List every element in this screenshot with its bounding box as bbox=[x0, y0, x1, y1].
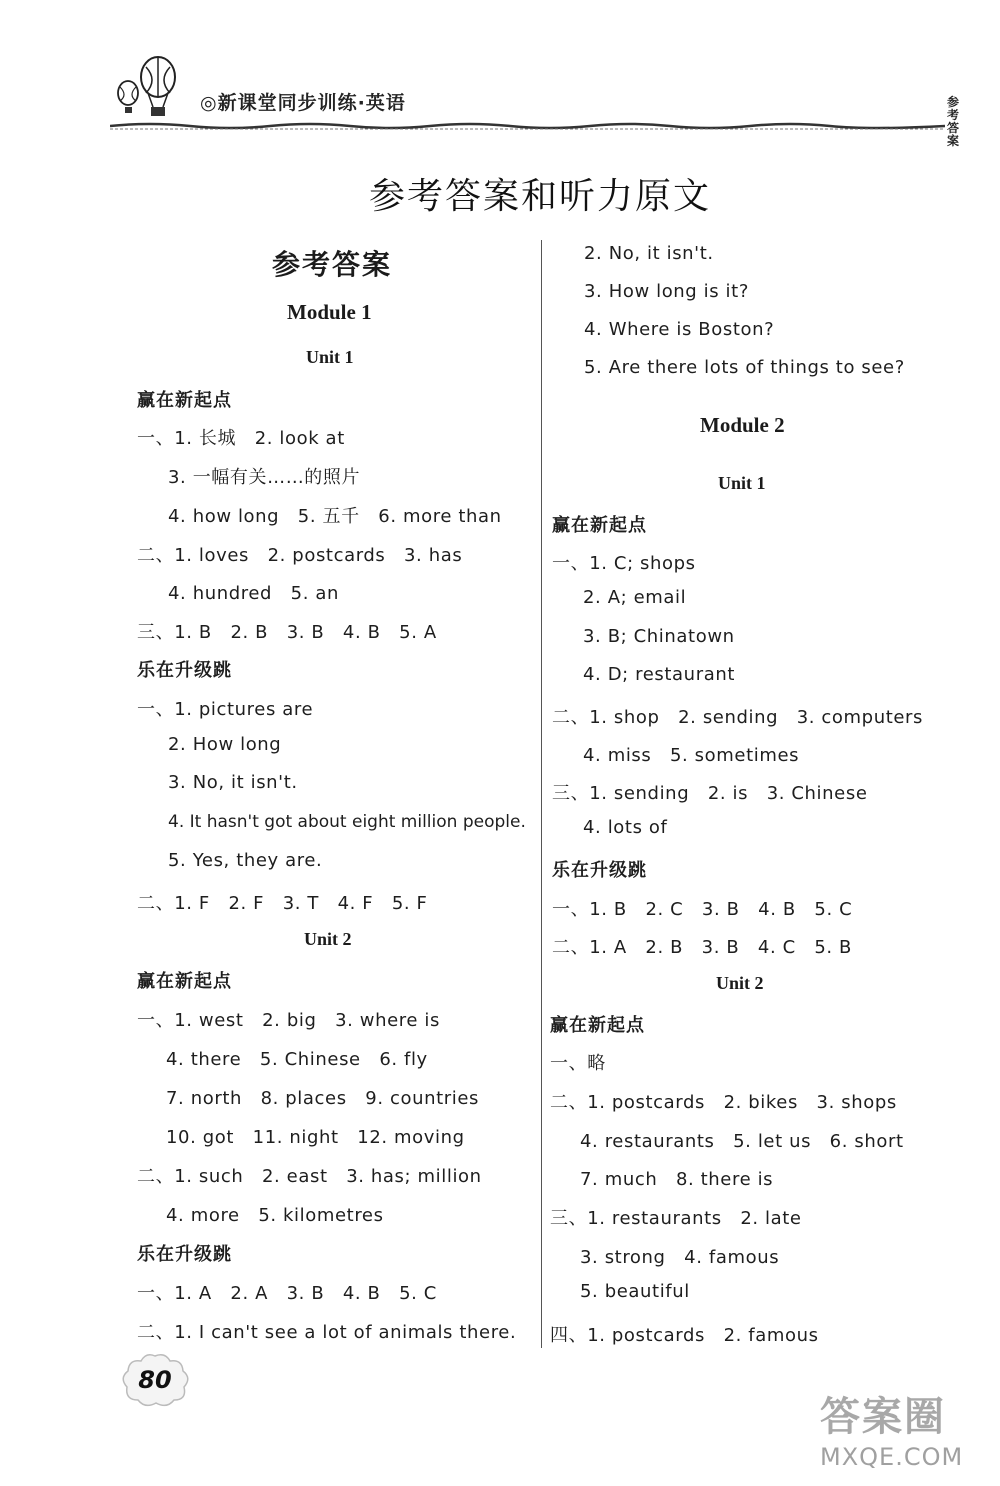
answer-line: 一、1. C; shops bbox=[552, 553, 696, 574]
answer-line: 一、1. A 2. A 3. B 4. B 5. C bbox=[137, 1283, 437, 1304]
answer-line: 2. No, it isn't. bbox=[584, 243, 714, 264]
answer-line: 4. restaurants 5. let us 6. short bbox=[580, 1131, 904, 1152]
answer-line: 3. No, it isn't. bbox=[168, 772, 298, 793]
page-header bbox=[0, 0, 1000, 150]
answer-line: 一、1. B 2. C 3. B 4. B 5. C bbox=[552, 899, 853, 920]
subsection-label: 乐在升级跳 bbox=[137, 1244, 232, 1265]
answer-line: 3. strong 4. famous bbox=[580, 1247, 780, 1268]
side-section-tab: 参考答案 bbox=[946, 95, 959, 148]
subsection-label: 赢在新起点 bbox=[550, 1015, 645, 1036]
answer-line: 一、1. west 2. big 3. where is bbox=[137, 1010, 440, 1031]
answer-line: 7. much 8. there is bbox=[580, 1169, 774, 1190]
answer-line: 4. more 5. kilometres bbox=[166, 1205, 384, 1226]
subsection-label: 乐在升级跳 bbox=[137, 660, 232, 681]
module-heading: Module 1 bbox=[287, 300, 372, 324]
answer-line: 4. there 5. Chinese 6. fly bbox=[166, 1049, 428, 1070]
page-number: 80 bbox=[138, 1366, 172, 1394]
answer-line: 二、1. loves 2. postcards 3. has bbox=[137, 545, 463, 566]
answer-line: 5. beautiful bbox=[580, 1281, 690, 1302]
watermark-logo: 答案圈 bbox=[820, 1394, 946, 1440]
answer-line: 5. Are there lots of things to see? bbox=[584, 357, 905, 378]
subsection-label: 赢在新起点 bbox=[137, 971, 232, 992]
answer-line: 4. how long 5. 五千 6. more than bbox=[168, 506, 502, 527]
answer-line: 4. Where is Boston? bbox=[584, 319, 775, 340]
column-divider bbox=[541, 240, 542, 1348]
unit-heading: Unit 1 bbox=[306, 347, 354, 367]
answer-line: 10. got 11. night 12. moving bbox=[166, 1127, 465, 1148]
answer-line: 7. north 8. places 9. countries bbox=[166, 1088, 480, 1109]
answer-line: 4. miss 5. sometimes bbox=[583, 745, 800, 766]
watermark-url: MXQE.COM bbox=[820, 1443, 964, 1471]
answer-line: 二、1. postcards 2. bikes 3. shops bbox=[550, 1092, 897, 1113]
page-title: 参考答案和听力原文 bbox=[368, 176, 711, 217]
module-heading: Module 2 bbox=[700, 413, 785, 437]
answer-line: 2. A; email bbox=[583, 587, 687, 608]
answer-line: 二、1. A 2. B 3. B 4. C 5. B bbox=[552, 937, 853, 958]
unit-heading: Unit 2 bbox=[716, 973, 764, 993]
answer-line: 三、1. B 2. B 3. B 4. B 5. A bbox=[137, 622, 437, 643]
answer-line: 三、1. restaurants 2. late bbox=[550, 1208, 802, 1229]
answer-line: 5. Yes, they are. bbox=[168, 850, 323, 871]
answer-line: 4. hundred 5. an bbox=[168, 583, 339, 604]
answer-line: 3. B; Chinatown bbox=[583, 626, 735, 647]
answer-line: 二、1. such 2. east 3. has; million bbox=[137, 1166, 482, 1187]
answer-line: 一、略 bbox=[550, 1053, 606, 1074]
unit-heading: Unit 1 bbox=[718, 473, 766, 493]
answer-line: 一、1. 长城 2. look at bbox=[137, 428, 345, 449]
answer-line: 3. 一幅有关……的照片 bbox=[168, 467, 361, 488]
watermark bbox=[820, 1385, 990, 1480]
answer-line: 一、1. pictures are bbox=[137, 699, 314, 720]
answer-line: 二、1. shop 2. sending 3. computers bbox=[552, 707, 924, 728]
unit-heading: Unit 2 bbox=[304, 929, 352, 949]
answer-line: 4. lots of bbox=[583, 817, 668, 838]
decorative-header-rule bbox=[110, 120, 945, 132]
page-number-badge bbox=[120, 1352, 190, 1408]
answer-line: 二、1. I can't see a lot of animals there. bbox=[137, 1322, 517, 1343]
hot-air-balloon-icon bbox=[108, 55, 188, 120]
subsection-label: 赢在新起点 bbox=[137, 390, 232, 411]
answer-line: 4. D; restaurant bbox=[583, 664, 735, 685]
section-heading: 参考答案 bbox=[272, 248, 393, 281]
subsection-label: 乐在升级跳 bbox=[552, 860, 647, 881]
answer-line: 4. It hasn't got about eight million people. bbox=[168, 812, 526, 832]
book-series-title: ◎新课堂同步训练·英语 bbox=[200, 92, 406, 114]
answer-line: 3. How long is it? bbox=[584, 281, 749, 302]
answer-line: 三、1. sending 2. is 3. Chinese bbox=[552, 783, 868, 804]
answer-line: 2. How long bbox=[168, 734, 282, 755]
answer-line: 二、1. F 2. F 3. T 4. F 5. F bbox=[137, 893, 428, 914]
answer-line: 四、1. postcards 2. famous bbox=[550, 1325, 819, 1346]
subsection-label: 赢在新起点 bbox=[552, 515, 647, 536]
